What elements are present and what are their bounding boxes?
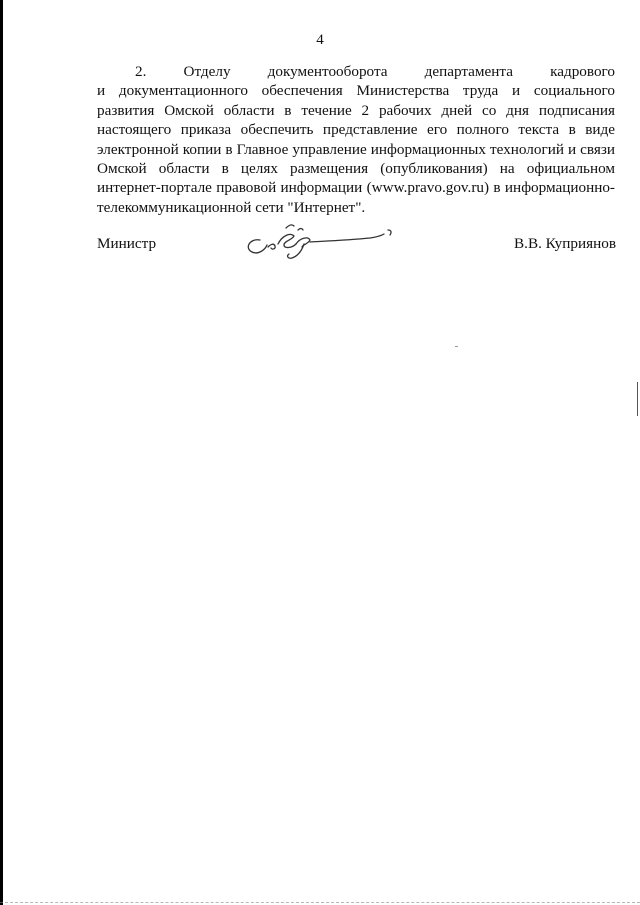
paragraph-line: и документационного обеспечения Министерства труда и социального [97, 82, 615, 100]
paragraph-line: интернет-портале правовой информации (www.pravo.gov.ru) в информационно- [97, 179, 615, 197]
line-word: департамента [424, 63, 513, 80]
page-number: 4 [316, 32, 324, 48]
paragraph-line: электронной копии в Главное управление информационных технологий и связи [97, 140, 615, 158]
scan-bottom-edge [0, 902, 640, 904]
signatory-name: В.В. Куприянов [514, 235, 616, 252]
paragraph-line [97, 62, 615, 81]
handwritten-signature [238, 214, 398, 266]
paragraph-line: настоящего приказа обеспечить представление его полного текста в виде [97, 121, 615, 139]
paragraph-line: Омской области в целях размещения (опубликования) на официальном [97, 160, 615, 178]
paragraph-2 [97, 62, 615, 217]
paragraph-line: развития Омской области в течение 2 рабочих дней со дня подписания [97, 101, 615, 119]
scan-left-edge [0, 0, 3, 905]
line-word: документооборота [267, 63, 388, 80]
line-word: 2. Отделу [135, 63, 231, 80]
paragraph-line: телекоммуникационной сети "Интернет". [97, 198, 366, 216]
scan-right-mark [637, 382, 638, 416]
line-word: кадрового [550, 63, 615, 80]
signatory-title: Министр [97, 235, 157, 252]
scan-speck [455, 346, 458, 347]
